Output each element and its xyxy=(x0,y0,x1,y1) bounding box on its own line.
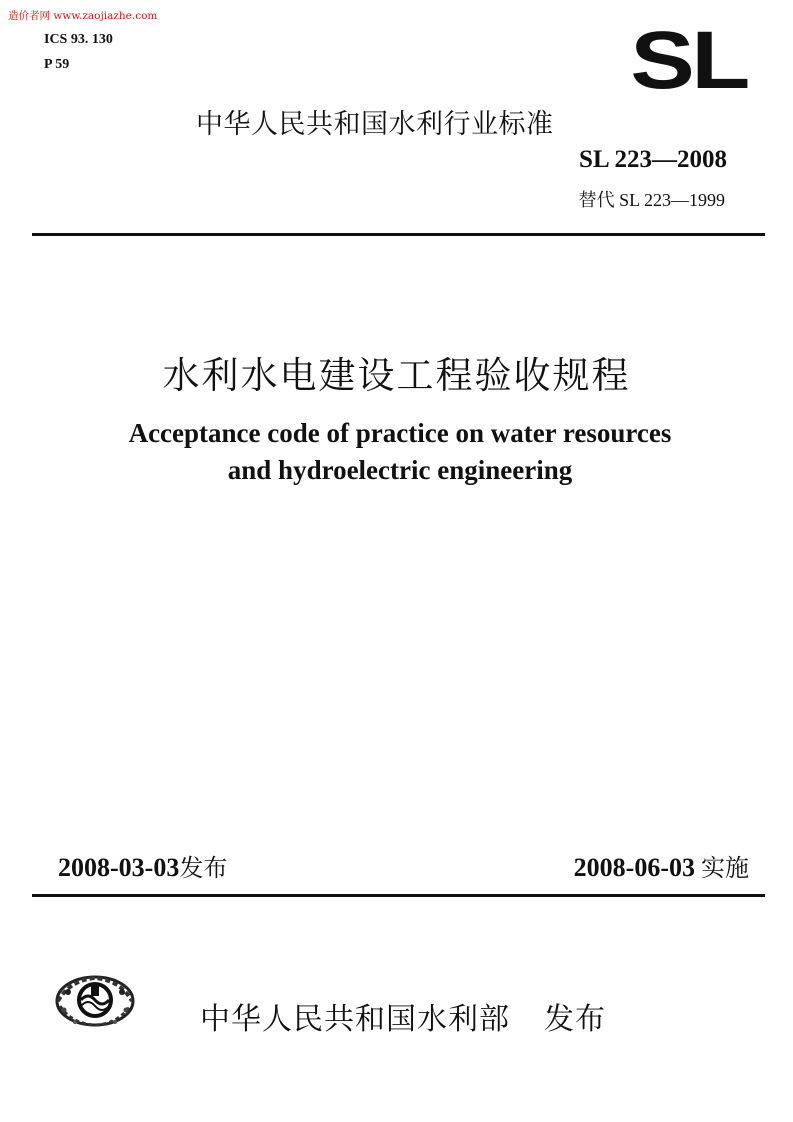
issuer-action: 发布 xyxy=(544,1002,606,1037)
standard-category: 中华人民共和国水利行业标准 xyxy=(196,109,554,140)
standard-code: SL 223—2008 xyxy=(579,146,727,173)
replaces-note: 替代 SL 223—1999 xyxy=(578,190,725,210)
issuer xyxy=(200,994,606,1038)
watermark: 造价者网 www.zaojiazhe.com xyxy=(8,10,158,22)
issue-date xyxy=(58,848,227,883)
issue-date-label: 发布 xyxy=(179,854,228,882)
ics-code: ICS 93. 130 xyxy=(44,32,113,47)
document-title-en-line1: Acceptance code of practice on water resources xyxy=(128,418,672,448)
effective-date-label: 实施 xyxy=(701,854,749,882)
ministry-emblem-icon xyxy=(50,970,140,1032)
ccs-code: P 59 xyxy=(44,57,70,72)
document-title-cn: 水利水电建设工程验收规程 xyxy=(162,354,631,397)
issuer-name: 中华人民共和国水利部 xyxy=(200,1002,510,1037)
top-divider xyxy=(32,233,765,236)
effective-date xyxy=(574,848,749,883)
sl-logo: SL xyxy=(630,15,747,106)
bottom-divider xyxy=(32,894,765,897)
effective-date-value: 2008-06-03 xyxy=(573,853,695,882)
document-title-en-line2: and hydroelectric engineering xyxy=(227,455,573,485)
issue-date-value: 2008-03-03 xyxy=(58,853,180,882)
